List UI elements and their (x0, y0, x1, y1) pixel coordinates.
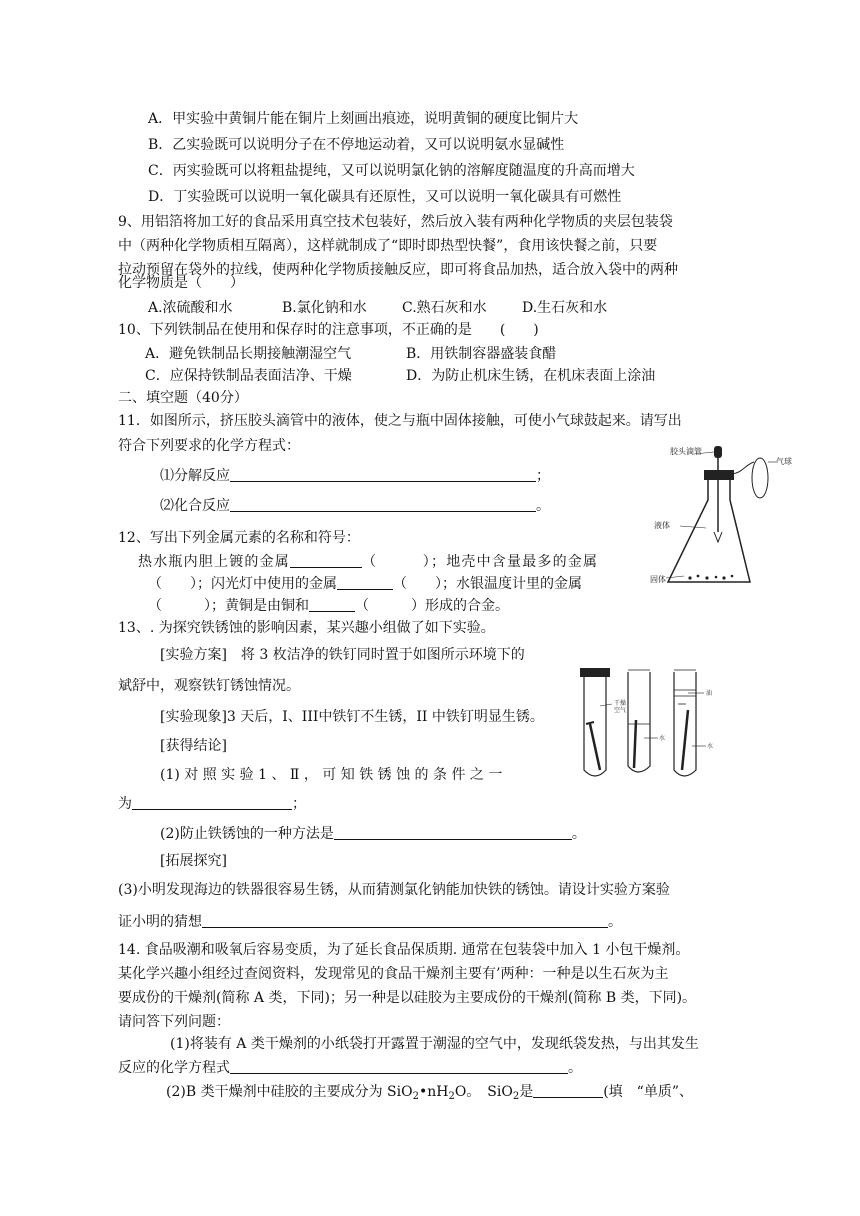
q13-c2-label: (2)防止铁锈蚀的一种方法是 (160, 826, 334, 842)
section-heading: 二、填空题（40分） (118, 390, 248, 406)
q9-line-3: 拉动预留在袋外的拉线，使两种化学物质接触反应，即可将食品加热，适合放入袋中的两种 (118, 262, 678, 278)
q12-line-4-b: （ ）形成的合金。 (355, 598, 509, 614)
q12-blank-2[interactable] (337, 575, 393, 590)
label-solid: 固体 (650, 575, 666, 584)
q11-part-2-end: 。 (536, 498, 550, 514)
q12-line-2-b: （ ）；地壳中含量最多的金属 (362, 554, 599, 570)
q14-p2-b: •nH (418, 1084, 449, 1100)
label-dry-air: 干燥空气 (614, 700, 627, 714)
q11-part-1 (160, 467, 550, 485)
q12-line-2-a: 热水瓶内胆上镀的金属 (138, 554, 290, 570)
q14-line-4: 请问答下列问题： (118, 1014, 230, 1030)
q14-blank-2[interactable] (533, 1083, 603, 1098)
q12-line-4-a: （ ）；黄铜是由铜和 (148, 598, 309, 614)
q11-line-2: 符合下列要求的化学方程式： (118, 438, 300, 454)
q14-p2-d: 是 (519, 1084, 534, 1100)
q13-line-1: 13、. 为探究铁锈蚀的影响因素，某兴趣小组做了如下实验。 (118, 620, 495, 636)
q11-part-1-blank[interactable] (230, 467, 536, 482)
q12-line-3-a: （ ）；闪光灯中使用的金属 (148, 576, 337, 592)
q14-part-2 (166, 1083, 693, 1106)
q14-line-2: 某化学兴趣小组经过查阅资料，发现常见的食品干燥剂主要有’两种：一种是以生石灰为主 (118, 966, 669, 982)
q9-option-b: B.氯化钠和水 (282, 300, 367, 316)
q13-extension-heading: [拓展探究] (160, 853, 227, 869)
label-balloon: 气球 (776, 457, 792, 466)
q13-c1b-label: 为 (118, 796, 132, 812)
q13-conclusion-2 (160, 825, 586, 843)
q14-p2-e: (填 “单质”、 (603, 1084, 693, 1100)
q13-c1b-end: ； (292, 796, 306, 812)
q8-option-a: A．甲实验中黄铜片能在铜片上刻画出痕迹，说明黄铜的硬度比铜片大 (148, 111, 579, 127)
test-tubes-diagram (570, 666, 720, 786)
q13-blank-3[interactable] (202, 913, 608, 928)
q14-part-1: (1)将装有 A 类干燥剂的小纸袋打开露置于潮湿的空气中，发现纸袋发热，与出其发生 (170, 1036, 699, 1052)
q13-conclusion-heading: [获得结论] (160, 738, 227, 754)
q14-p2-a: (2)B 类干燥剂中硅胶的主要成分为 SiO (166, 1084, 413, 1100)
q10-option-b: B．用铁制容器盛装食醋 (406, 346, 557, 362)
q12-line-2 (138, 553, 598, 571)
q11-line-1: 11．如图所示，挤压胶头滴管中的液体，使之与瓶中固体接触，可使小气球鼓起来。请写出 (118, 413, 682, 429)
q9-line-4: 化学物质是（ ） (118, 275, 244, 291)
q12-line-3 (148, 575, 582, 593)
q12-blank-1[interactable] (290, 553, 362, 568)
q12-line-3-b: （ ）；水银温度计里的金属 (393, 576, 582, 592)
label-liquid: 液体 (654, 521, 670, 530)
q12-line-4 (148, 597, 509, 615)
q14-p2-sub-2: 2 (448, 1091, 455, 1102)
q12-blank-3[interactable] (309, 597, 355, 612)
q14-p1b-label: 反应的化学方程式 (118, 1060, 230, 1076)
label-oil: 油 (706, 690, 713, 697)
label-water-2: 水 (659, 735, 666, 742)
q14-blank-1[interactable] (230, 1059, 568, 1074)
q10-option-d: D．为防止机床生锈，在机床表面上涂油 (406, 368, 656, 384)
q13-plan: [实验方案] 将 3 枚洁净的铁钉同时置于如图所示环境下的 (160, 647, 525, 663)
label-dropper: 胶头滴管 (670, 447, 702, 456)
label-water-3: 水 (707, 743, 714, 750)
q14-line-3: 要成份的干燥剂(简称 A 类，下同)；另一种是以硅胶为主要成份的干燥剂(简称 B 类，下同)。 (118, 990, 697, 1006)
q11-part-2-label: ⑵化合反应 (160, 498, 230, 514)
q11-part-2 (160, 497, 550, 515)
test-tubes-figure (570, 666, 720, 786)
q13-extension-3b (118, 913, 622, 931)
q9-line-2: 中（两种化学物质相互隔离），这样就制成了“即时即热型快餐”，食用该快餐之前，只要 (118, 238, 658, 254)
q13-conclusion-1: (1) 对 照 实 验 1 、 Ⅱ ， 可 知 铁 锈 蚀 的 条 件 之 一 (160, 767, 503, 783)
q13-blank-2[interactable] (334, 825, 572, 840)
q11-part-1-end: ； (536, 468, 550, 484)
q14-part-1b (118, 1059, 582, 1077)
q13-blank-1[interactable] (132, 795, 292, 810)
q8-option-c: C．丙实验既可以将粗盐提纯，又可以说明氯化钠的溶解度随温度的升高而增大 (148, 163, 635, 179)
q13-e3b-label: 证小明的猜想 (118, 914, 202, 930)
q13-conclusion-1b (118, 795, 306, 813)
q14-p2-sub-3: 2 (512, 1091, 520, 1102)
q8-option-d: D．丁实验既可以说明一氧化碳具有还原性，又可以说明一氧化碳具有可燃性 (148, 189, 622, 205)
q9-option-a: A.浓硫酸和水 (148, 300, 233, 316)
q14-p2-sub-1: 2 (412, 1091, 419, 1102)
q8-option-b: B．乙实验既可以说明分子在不停地运动着，又可以说明氨水显碱性 (148, 137, 565, 153)
flask-figure (650, 440, 800, 590)
q10-option-c: C．应保持铁制品表面洁净、干燥 (145, 368, 352, 384)
q9-option-c: C.熟石灰和水 (402, 300, 487, 316)
q9-line-1: 9、用铝箔将加工好的食品采用真空技术包装好，然后放入装有两种化学物质的夹层包装袋 (118, 214, 673, 230)
q14-p2-c: O。 SiO (454, 1084, 513, 1100)
q11-part-1-label: ⑴分解反应 (160, 468, 230, 484)
q14-line-1: 14. 食品吸潮和吸氧后容易变质，为了延长食品保质期. 通常在包装袋中加入 1 小包干燥剂。 (118, 942, 690, 958)
q11-part-2-blank[interactable] (230, 497, 536, 512)
q13-e3b-end: 。 (608, 914, 622, 930)
q10-stem: 10、下列铁制品在使用和保存时的注意事项，不正确的是 ( ) (118, 322, 539, 338)
q13-plan-2: 斌舒中，观察铁钉锈蚀情况。 (118, 678, 300, 694)
q14-p1b-end: 。 (568, 1060, 582, 1076)
q9-option-d: D.生石灰和水 (522, 300, 608, 316)
q13-extension-3: (3)小明发现海边的铁器很容易生锈，从而猜测氯化钠能加快铁的锈蚀。请设计实验方案验 (118, 882, 670, 898)
q12-line-1: 12、写出下列金属元素的名称和符号： (118, 530, 360, 546)
q13-phenomenon: [实验现象]3 天后，I、III中铁钉不生锈，II 中铁钉明显生锈。 (160, 709, 544, 725)
q13-c2-end: 。 (571, 826, 586, 842)
q10-option-a: A．避免铁制品长期接触潮湿空气 (145, 346, 352, 362)
